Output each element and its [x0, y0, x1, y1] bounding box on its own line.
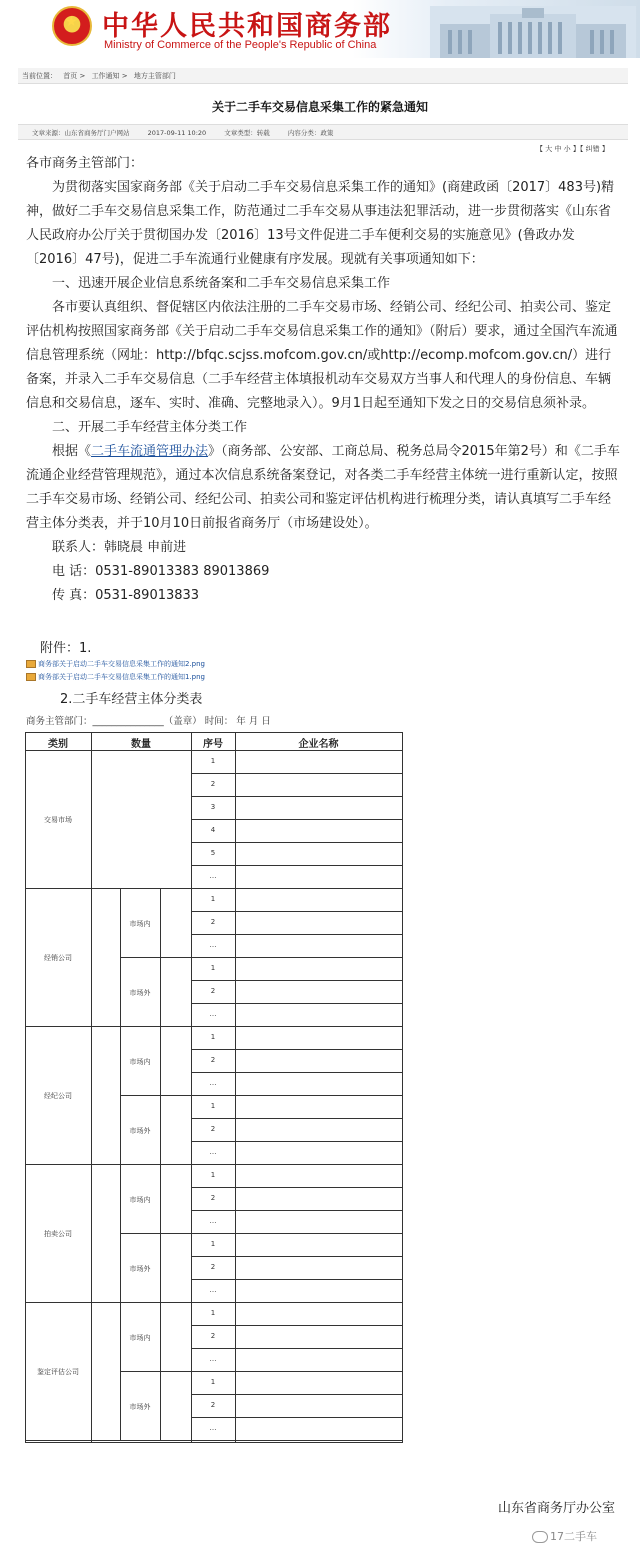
table-row-line: [191, 1003, 402, 1004]
breadcrumb: [18, 68, 628, 84]
table-row-line: [25, 1440, 402, 1441]
category-label: 鉴定评估公司: [37, 1368, 79, 1376]
table-row-line: [191, 1210, 402, 1211]
breadcrumb-local-dept[interactable]: 地方主管部门: [133, 72, 176, 80]
ministry-name-cn: 中华人民共和国商务部: [102, 11, 392, 42]
row-number: 3: [210, 803, 216, 811]
row-number: 2: [210, 1056, 216, 1064]
table-row-line: [191, 1417, 402, 1418]
attachment-file-link[interactable]: [26, 672, 205, 682]
sub-category-label: 市场内: [129, 1057, 151, 1066]
table-col-line: [120, 888, 121, 1026]
table-row-line: [120, 1371, 402, 1372]
article-meta: [18, 124, 628, 140]
watermark: [532, 1528, 597, 1544]
salutation: 各市商务主管部门：: [26, 156, 144, 171]
table-row-line: [25, 1026, 402, 1027]
watermark-text: 17二手车: [550, 1530, 597, 1543]
meta-category: 内容分类：政策: [287, 129, 334, 137]
table-row-line: [120, 957, 402, 958]
row-number: 1: [210, 1309, 216, 1317]
row-number: 1: [210, 1171, 216, 1179]
table-row-line: [25, 1302, 402, 1303]
header-banner: [0, 0, 640, 58]
form-header-line: 商务主管部门：_______________（盖章） 时间： 年 月 日: [26, 716, 271, 727]
table-row-line: [191, 1049, 402, 1050]
table-row-line: [191, 819, 402, 820]
table-border: [25, 732, 26, 1442]
table-row-line: [191, 911, 402, 912]
category-label: 拍卖公司: [44, 1230, 72, 1238]
breadcrumb-work-notice[interactable]: 工作通知 >: [91, 72, 128, 80]
contact-person: 联系人：韩晓晨 申前进: [52, 540, 187, 555]
row-number: 1: [210, 964, 216, 972]
regulation-link[interactable]: 二手车流通管理办法: [91, 444, 209, 459]
table-row-line: [191, 1325, 402, 1326]
font-size-controls[interactable]: 【 大 中 小 】【 纠错 】: [536, 145, 609, 153]
paragraph-section-2: [26, 440, 622, 536]
p3-post: 》（商务部、公安部、工商总局、税务总局令2015年第2号）和《二手车流通企业经营管理规范》，通过本次信息系统备案登记，对各类二手车经营主体统一进行重新认定，按照二手车交易市场、经销公司、经纪公司、拍卖公司和鉴定评估机构进行梳理分类，请认真填写二手车经营主体分类表，并于10月10日前报省商务厅（市场建设处）。: [26, 444, 620, 531]
table-row-line: [25, 750, 402, 751]
row-number: 1: [210, 757, 216, 765]
table-row-line: [191, 773, 402, 774]
sub-category-label: 市场内: [129, 919, 151, 928]
attachment-file-link[interactable]: [26, 659, 205, 669]
row-number: 1: [210, 1378, 216, 1386]
national-emblem-icon: [52, 6, 92, 46]
sub-category-label: 市场外: [129, 1402, 151, 1411]
section-heading-2: 二、开展二手车经营主体分类工作: [52, 420, 248, 435]
table-row-line: [191, 1118, 402, 1119]
row-number: …: [209, 1355, 217, 1363]
row-number: 1: [210, 1033, 216, 1041]
row-number: …: [209, 941, 217, 949]
breadcrumb-label: 当前位置：: [22, 72, 57, 80]
row-number: 2: [210, 918, 216, 926]
table-row-line: [25, 888, 402, 889]
table-row-line: [120, 1233, 402, 1234]
table-header-cell: 企业名称: [298, 739, 339, 750]
table-header-cell: 类别: [48, 739, 68, 750]
table-header-cell: 数量: [131, 739, 151, 750]
row-number: 2: [210, 1194, 216, 1202]
table-col-line: [235, 732, 236, 1442]
table-row-line: [191, 1348, 402, 1349]
meta-date: 2017-09-11 10:20: [147, 129, 207, 137]
table-col-line: [120, 1164, 121, 1302]
table-row-line: [191, 980, 402, 981]
category-label: 交易市场: [44, 816, 72, 824]
paragraph-intro: 为贯彻落实国家商务部《关于启动二手车交易信息采集工作的通知》(商建政函〔2017〕483号)精神，做好二手车交易信息采集工作，防范通过二手车交易从事违法犯罪活动，进一步贯彻落实《山东省人民政府办公厅关于贯彻国办发〔2016〕13号文件促进二手车便利交易的实施意见》(鲁政办发〔2016〕47号)，促进二手车流通行业健康有序发展。现就有关事项通知如下：: [26, 180, 615, 267]
breadcrumb-home[interactable]: 首页 >: [63, 72, 86, 80]
row-number: …: [209, 1079, 217, 1087]
table-col-line: [120, 1302, 121, 1440]
row-number: 2: [210, 1332, 216, 1340]
attachment-label: 附件：1.: [40, 641, 92, 656]
row-number: 1: [210, 895, 216, 903]
table-header-cell: 序号: [203, 739, 223, 750]
section-heading-1: 一、迅速开展企业信息系统备案和二手车交易信息采集工作: [52, 276, 391, 291]
table-row-line: [191, 1394, 402, 1395]
row-number: 2: [210, 1125, 216, 1133]
table-row-line: [120, 1095, 402, 1096]
row-number: …: [209, 872, 217, 880]
table-col-line: [120, 1026, 121, 1164]
row-number: 1: [210, 1240, 216, 1248]
table-border: [25, 732, 402, 733]
sub-category-label: 市场内: [129, 1195, 151, 1204]
row-number: …: [209, 1217, 217, 1225]
table-row-line: [191, 1141, 402, 1142]
page-title: 关于二手车交易信息采集工作的紧急通知: [211, 100, 428, 114]
row-number: 2: [210, 780, 216, 788]
signature: 山东省商务厅办公室: [498, 1501, 616, 1516]
row-number: 2: [210, 1401, 216, 1409]
row-number: 1: [210, 1102, 216, 1110]
table-col-line: [91, 732, 92, 1442]
contact-fax: 传 真：0531-89013833: [52, 588, 200, 603]
building-image: [430, 6, 636, 58]
attachment-file-name: 商务部关于启动二手车交易信息采集工作的通知1.png: [38, 673, 206, 681]
form-title: 2.二手车经营主体分类表: [60, 692, 203, 707]
row-number: 5: [210, 849, 216, 857]
table-col-line: [160, 1026, 161, 1164]
sub-category-label: 市场外: [129, 1264, 151, 1273]
article-body: [26, 152, 622, 608]
image-file-icon: [26, 673, 36, 681]
category-label: 经纪公司: [44, 1092, 72, 1100]
meta-source: 文章来源：山东省商务厅门户网站: [32, 129, 130, 137]
image-file-icon: [26, 660, 36, 668]
wechat-icon: [532, 1531, 548, 1543]
meta-type: 文章类型：转载: [224, 129, 270, 137]
sub-category-label: 市场外: [129, 988, 151, 997]
row-number: 2: [210, 987, 216, 995]
table-border: [25, 1442, 403, 1443]
table-border: [402, 732, 403, 1442]
row-number: …: [209, 1286, 217, 1294]
table-row-line: [25, 1164, 402, 1165]
table-row-line: [191, 1256, 402, 1257]
table-row-line: [191, 1072, 402, 1073]
table-row-line: [191, 796, 402, 797]
sub-category-label: 市场外: [129, 1126, 151, 1135]
table-col-line: [160, 1302, 161, 1440]
table-col-line: [160, 1164, 161, 1302]
table-row-line: [191, 934, 402, 935]
table-row-line: [191, 865, 402, 866]
row-number: 4: [210, 826, 216, 834]
category-label: 经销公司: [44, 954, 72, 962]
table-row-line: [191, 1279, 402, 1280]
paragraph-section-1: 各市要认真组织、督促辖区内依法注册的二手车交易市场、经销公司、经纪公司、拍卖公司、鉴定评估机构按照国家商务部《关于启动二手车交易信息采集工作的通知》（附后）要求，通过全国汽车流通信息管理系统（网址：http://bfqc.scjss.mofcom.gov.cn/或http://ecomp.mofcom.gov.cn/）进行备案，并录入二手车交易信息（二手车经营主体填报机动车交易双方当事人和代理人的身份信息、车辆信息和交易信息，逐车、实时、准确、完整地录入）。9月1日起至通知下发之日的交易信息须补录。: [26, 300, 618, 411]
classification-table: [25, 732, 402, 1442]
row-number: 2: [210, 1263, 216, 1271]
sub-category-label: 市场内: [129, 1333, 151, 1342]
row-number: …: [209, 1148, 217, 1156]
table-col-line: [160, 888, 161, 1026]
contact-phone: 电 话：0531-89013383 89013869: [52, 564, 270, 579]
attachment-file-name: 商务部关于启动二手车交易信息采集工作的通知2.png: [38, 660, 206, 668]
p3-pre: 根据《: [52, 444, 92, 459]
table-row-line: [191, 842, 402, 843]
ministry-name-en: Ministry of Commerce of the People's Republic of China: [104, 39, 377, 51]
row-number: …: [209, 1424, 217, 1432]
row-number: …: [209, 1010, 217, 1018]
table-row-line: [191, 1187, 402, 1188]
